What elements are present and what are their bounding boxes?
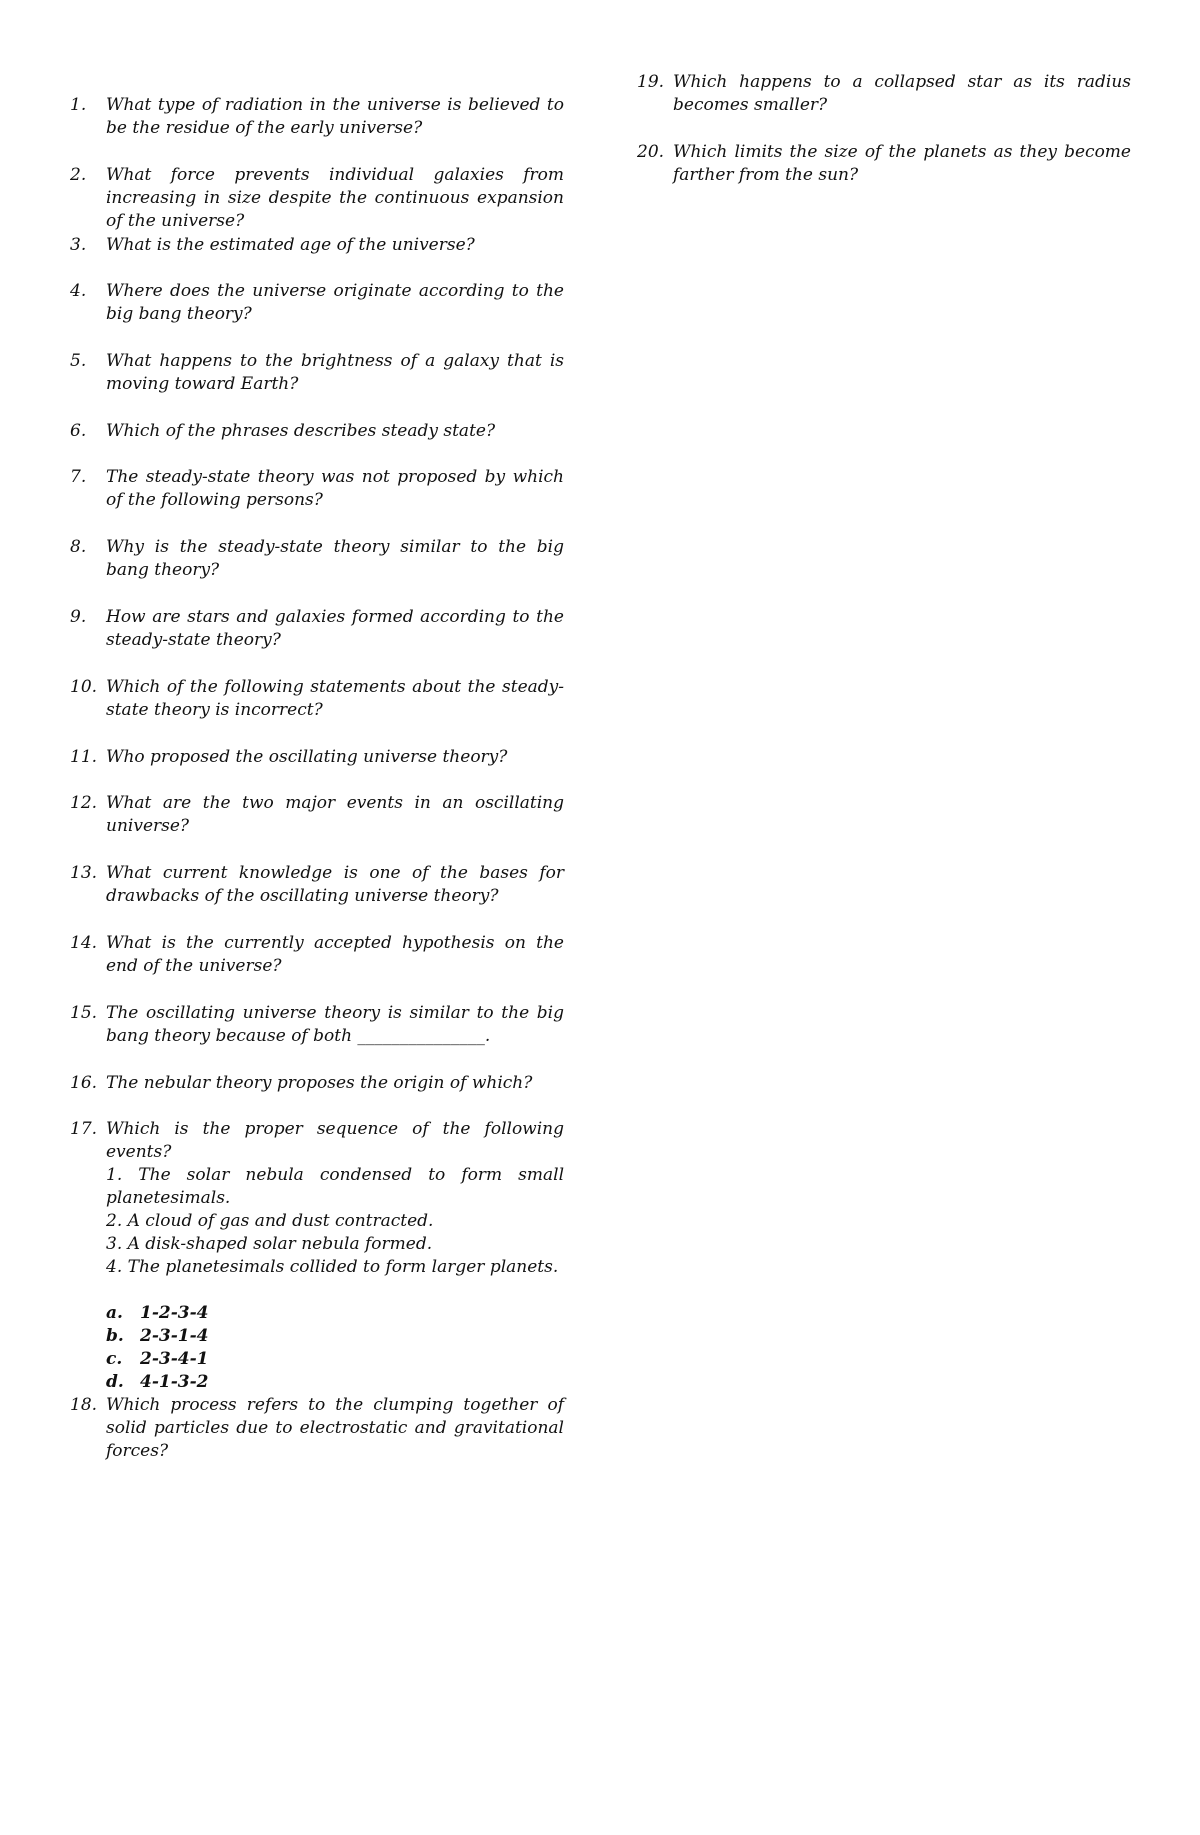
question-number: 11. <box>70 747 98 767</box>
choice-b <box>106 1325 208 1348</box>
sequence-item: 4. The planetesimals collided to form larger planets. <box>106 1257 559 1277</box>
question-text: What is the estimated age of the universe? <box>106 235 475 255</box>
question-text: How are stars and galaxies formed according to the steady-state theory? <box>106 607 564 650</box>
question-text: What current knowledge is one of the bases for drawbacks of the oscillating universe theory? <box>106 863 564 906</box>
question-text: Why is the steady-state theory similar to the big bang theory? <box>106 537 564 580</box>
question-text: The nebular theory proposes the origin of which? <box>106 1073 533 1093</box>
choice-letter: b. <box>106 1326 124 1346</box>
question-number: 2. <box>70 165 87 185</box>
question-text: The steady-state theory was not proposed by which of the following persons? <box>106 467 564 510</box>
question-number: 17. <box>70 1119 98 1139</box>
question-text: Which process refers to the clumping together of solid particles due to electrostatic and gravitational forces? <box>106 1395 564 1461</box>
question-number: 14. <box>70 933 98 953</box>
choice-text: 2-3-1-4 <box>140 1326 209 1346</box>
question-text: What happens to the brightness of a galaxy that is moving toward Earth? <box>106 351 564 394</box>
question-text: Which of the phrases describes steady state? <box>106 421 496 441</box>
choice-a <box>106 1302 208 1325</box>
question-number: 10. <box>70 677 98 697</box>
sequence-item: 1. The solar nebula condensed to form small planetesimals. <box>106 1165 564 1208</box>
question-text: What force prevents individual galaxies from increasing in size despite the continuous expansion of the universe? <box>106 165 564 231</box>
question-number: 6. <box>70 421 87 441</box>
choice-letter: c. <box>106 1349 123 1369</box>
choice-text: 4-1-3-2 <box>140 1372 209 1392</box>
question-number: 5. <box>70 351 87 371</box>
question-text: The oscillating universe theory is similar to the big bang theory because of both _______________. <box>106 1003 564 1046</box>
question-text: Which of the following statements about the steady-state theory is incorrect? <box>106 677 564 720</box>
question-number: 3. <box>70 235 87 255</box>
sequence-item: 2. A cloud of gas and dust contracted. <box>106 1211 434 1231</box>
question-number: 18. <box>70 1395 98 1415</box>
question-text: What are the two major events in an oscillating universe? <box>106 793 564 836</box>
choice-letter: a. <box>106 1303 123 1323</box>
question-text: What is the currently accepted hypothesis on the end of the universe? <box>106 933 564 976</box>
question-number: 13. <box>70 863 98 883</box>
question-number: 7. <box>70 467 87 487</box>
question-number: 12. <box>70 793 98 813</box>
question-number: 9. <box>70 607 87 627</box>
choice-c <box>106 1348 208 1371</box>
question-text: What type of radiation in the universe is believed to be the residue of the early universe? <box>106 95 564 138</box>
question-number: 4. <box>70 281 87 301</box>
question-number: 8. <box>70 537 87 557</box>
sequence-item: 3. A disk-shaped solar nebula formed. <box>106 1234 433 1254</box>
choice-letter: d. <box>106 1372 124 1392</box>
question-number: 19. <box>637 72 665 92</box>
question-text: Which happens to a collapsed star as its radius becomes smaller? <box>673 72 1131 115</box>
question-text: Where does the universe originate according to the big bang theory? <box>106 281 564 324</box>
choice-text: 2-3-4-1 <box>140 1349 209 1369</box>
question-number: 16. <box>70 1073 98 1093</box>
choice-d <box>106 1371 208 1394</box>
question-text: Who proposed the oscillating universe theory? <box>106 747 508 767</box>
question-text: Which limits the size of the planets as they become farther from the sun? <box>673 142 1131 185</box>
choice-text: 1-2-3-4 <box>140 1303 209 1323</box>
question-number: 20. <box>637 142 665 162</box>
question-number: 15. <box>70 1003 98 1023</box>
question-text: Which is the proper sequence of the following events? <box>106 1119 564 1162</box>
question-number: 1. <box>70 95 87 115</box>
